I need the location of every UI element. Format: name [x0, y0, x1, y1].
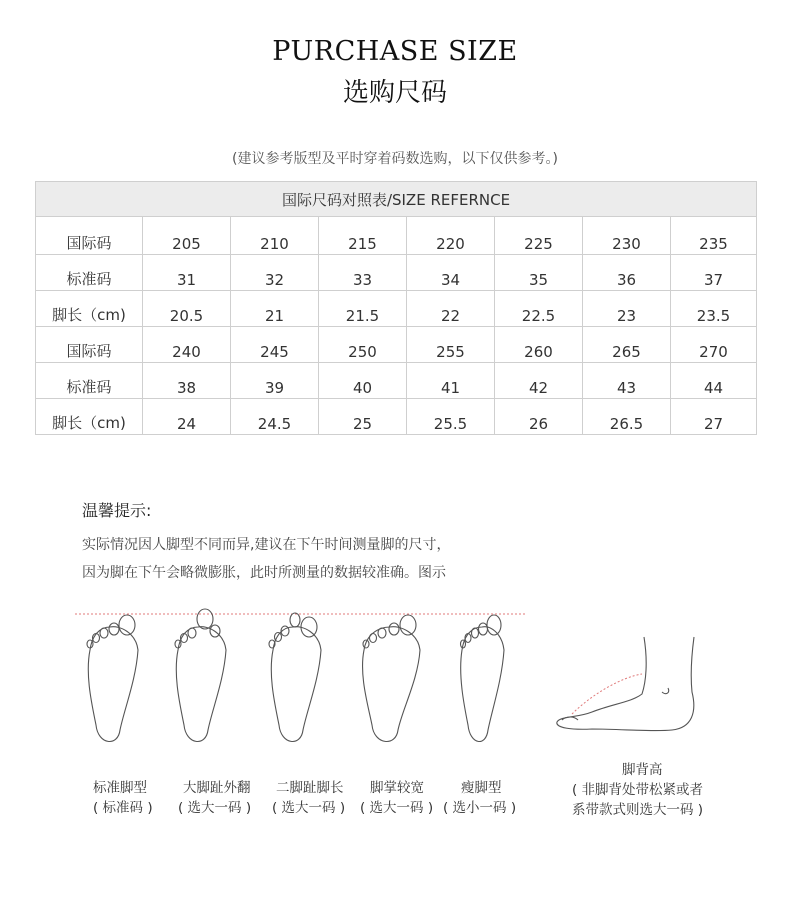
table-cell: 25 [319, 398, 407, 434]
table-cell: 34 [407, 254, 495, 290]
tips-line-1: 实际情况因人脚型不同而异,建议在下午时间测量脚的尺寸， [82, 537, 451, 553]
tips-title: 温馨提示: [82, 501, 152, 520]
row-label: 标准码 [36, 362, 143, 398]
table-cell: 21 [231, 290, 319, 326]
foot-standard-icon [87, 615, 138, 741]
table-cell: 44 [671, 362, 757, 398]
row-label: 脚长（cm) [36, 398, 143, 434]
foot-long-second-toe-icon [269, 613, 321, 741]
table-cell: 37 [671, 254, 757, 290]
table-cell: 33 [319, 254, 407, 290]
table-cell: 39 [231, 362, 319, 398]
table-cell: 230 [583, 217, 671, 255]
table-cell: 20.5 [143, 290, 231, 326]
foot-instep-icon [552, 632, 702, 752]
table-cell: 24 [143, 398, 231, 434]
caption-wide-name: 脚掌较宽 [370, 780, 424, 796]
caption-second-toe-name: 二脚趾脚长 [276, 780, 344, 796]
size-note: (建议参考版型及平时穿着码数选购，以下仅供参考。) [232, 151, 558, 167]
table-cell: 260 [495, 326, 583, 362]
table-cell: 265 [583, 326, 671, 362]
table-cell: 25.5 [407, 398, 495, 434]
table-cell: 255 [407, 326, 495, 362]
caption-slim-advice: ( 选小一码 ) [443, 800, 517, 816]
table-cell: 22.5 [495, 290, 583, 326]
table-heading: 国际尺码对照表/SIZE REFERNCE [36, 182, 757, 217]
caption-instep-name: 脚背高 [622, 762, 663, 778]
caption-bunion-advice: ( 选大一码 ) [178, 800, 252, 816]
table-cell: 41 [407, 362, 495, 398]
caption-wide-advice: ( 选大一码 ) [360, 800, 434, 816]
table-cell: 24.5 [231, 398, 319, 434]
table-row [36, 254, 757, 290]
table-cell: 215 [319, 217, 407, 255]
table-cell: 40 [319, 362, 407, 398]
table-cell: 220 [407, 217, 495, 255]
table-cell: 205 [143, 217, 231, 255]
foot-slim-icon [461, 615, 505, 741]
page-title-cn: 选购尺码 [342, 78, 447, 108]
table-cell: 22 [407, 290, 495, 326]
table-cell: 27 [671, 398, 757, 434]
table-cell: 26.5 [583, 398, 671, 434]
caption-standard-name: 标准脚型 [93, 780, 147, 796]
table-cell: 43 [583, 362, 671, 398]
table-cell: 26 [495, 398, 583, 434]
row-label: 国际码 [36, 326, 143, 362]
caption-slim-name: 瘦脚型 [461, 780, 502, 796]
page-title-en: PURCHASE SIZE [272, 36, 518, 67]
table-cell: 23 [583, 290, 671, 326]
caption-instep-advice-2: 系带款式则选大一码 ) [572, 802, 704, 818]
foot-bunion-icon [175, 609, 226, 741]
row-label: 脚长（cm) [36, 290, 143, 326]
caption-instep-advice-1: ( 非脚背处带松紧或者 [572, 782, 704, 798]
caption-standard-advice: ( 标准码 ) [93, 800, 153, 816]
table-cell: 245 [231, 326, 319, 362]
table-cell: 36 [583, 254, 671, 290]
table-cell: 38 [143, 362, 231, 398]
foot-wide-icon [363, 615, 420, 741]
table-cell: 240 [143, 326, 231, 362]
foot-types-illustration [70, 605, 530, 755]
table-row [36, 362, 757, 398]
size-chart-table [35, 181, 757, 435]
table-cell: 32 [231, 254, 319, 290]
row-label: 国际码 [36, 217, 143, 255]
table-row [36, 326, 757, 362]
table-row [36, 290, 757, 326]
table-cell: 210 [231, 217, 319, 255]
table-row [36, 217, 757, 255]
table-cell: 23.5 [671, 290, 757, 326]
table-cell: 225 [495, 217, 583, 255]
row-label: 标准码 [36, 254, 143, 290]
caption-second-toe-advice: ( 选大一码 ) [272, 800, 346, 816]
table-row [36, 398, 757, 434]
table-cell: 250 [319, 326, 407, 362]
table-cell: 21.5 [319, 290, 407, 326]
table-cell: 235 [671, 217, 757, 255]
caption-bunion-name: 大脚趾外翻 [183, 780, 251, 796]
table-cell: 31 [143, 254, 231, 290]
table-cell: 35 [495, 254, 583, 290]
table-cell: 42 [495, 362, 583, 398]
tips-line-2: 因为脚在下午会略微膨胀，此时所测量的数据较准确。图示 [82, 565, 446, 581]
table-cell: 270 [671, 326, 757, 362]
